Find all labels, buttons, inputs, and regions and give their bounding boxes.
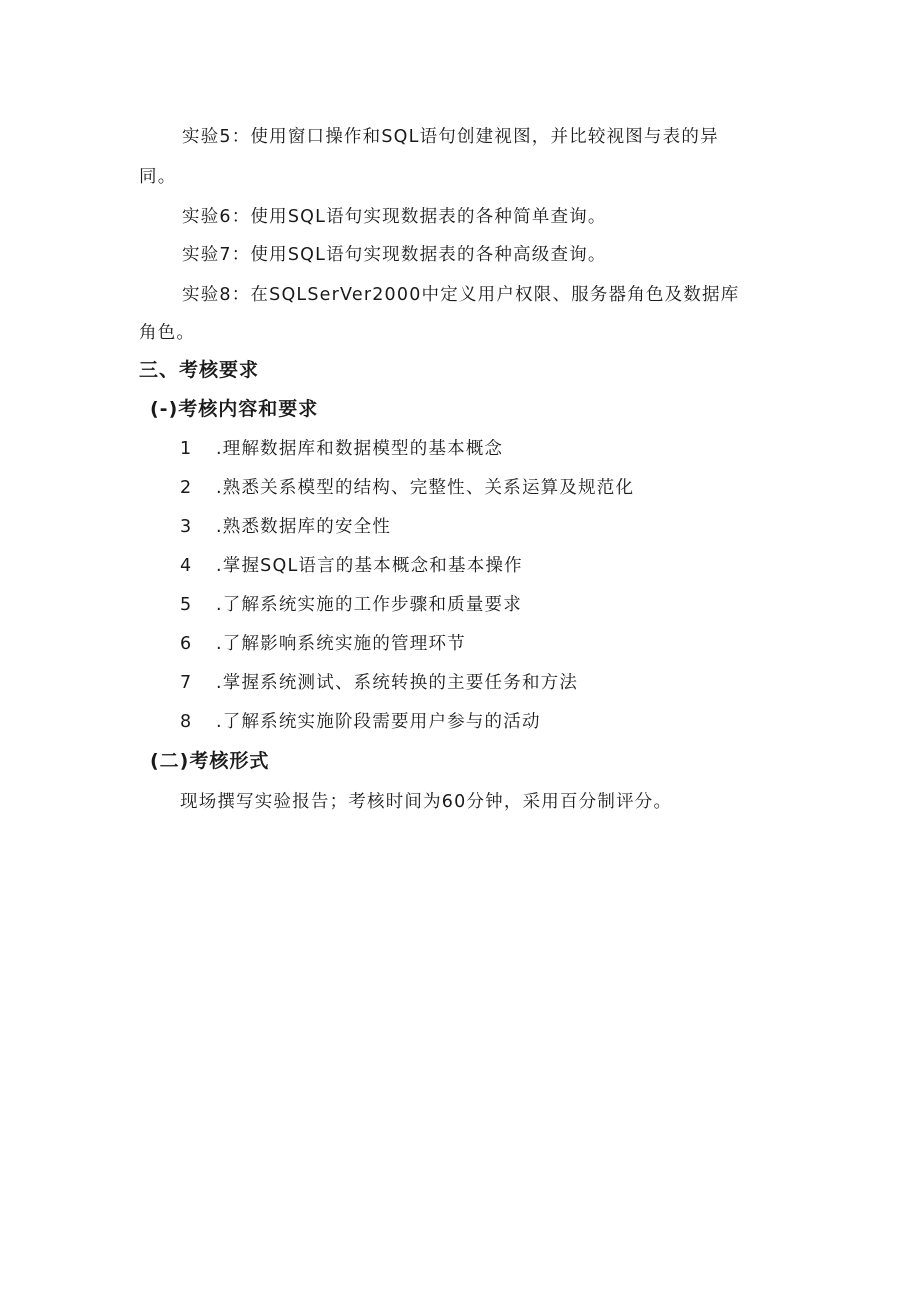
list-item [180,548,523,584]
list-item-text: .了解影响系统实施的管理环节 [216,634,466,654]
experiment-5-line2: 同。 [139,167,177,187]
list-item-text: .理解数据库和数据模型的基本概念 [216,439,504,459]
list-item-text: .熟悉数据库的安全性 [216,517,392,537]
list-item-text: .掌握系统测试、系统转换的主要任务和方法 [216,673,579,693]
list-item-number: 7 [180,673,193,693]
list-item-number: 3 [180,517,193,537]
list-item-number: 1 [180,439,193,459]
list-item-number: 5 [180,595,193,615]
list-item-number: 4 [180,556,193,576]
list-item-text: .了解系统实施的工作步骤和质量要求 [216,595,522,615]
experiment-8-line2: 角色。 [139,323,196,343]
section-heading-assessment-requirements: 三、考核要求 [139,359,260,381]
experiment-5-line1: 实验5：使用窗口操作和SQL语句创建视图，并比较视图与表的异 [182,127,719,147]
list-item-text: .熟悉关系模型的结构、完整性、关系运算及规范化 [216,478,635,498]
list-item-number: 8 [180,712,193,732]
list-item [180,470,634,506]
list-item [180,704,541,740]
experiment-8-line1: 实验8：在SQLSerVer2000中定义用户权限、服务器角色及数据库 [182,285,740,305]
list-item [180,626,466,662]
subsection-heading-format: (二)考核形式 [150,750,270,772]
subsection-heading-content: (-)考核内容和要求 [150,398,319,420]
experiment-7: 实验7：使用SQL语句实现数据表的各种高级查询。 [182,245,607,265]
list-item-number: 6 [180,634,193,654]
list-item-number: 2 [180,478,193,498]
list-item-text: .了解系统实施阶段需要用户参与的活动 [216,712,541,732]
list-item [180,665,578,701]
list-item [180,509,391,545]
experiment-6: 实验6：使用SQL语句实现数据表的各种简单查询。 [182,207,607,227]
assessment-format-text: 现场撰写实验报告；考核时间为60分钟，采用百分制评分。 [180,792,673,812]
list-item-text: .掌握SQL语言的基本概念和基本操作 [216,556,523,576]
list-item [180,431,503,467]
list-item [180,587,522,623]
